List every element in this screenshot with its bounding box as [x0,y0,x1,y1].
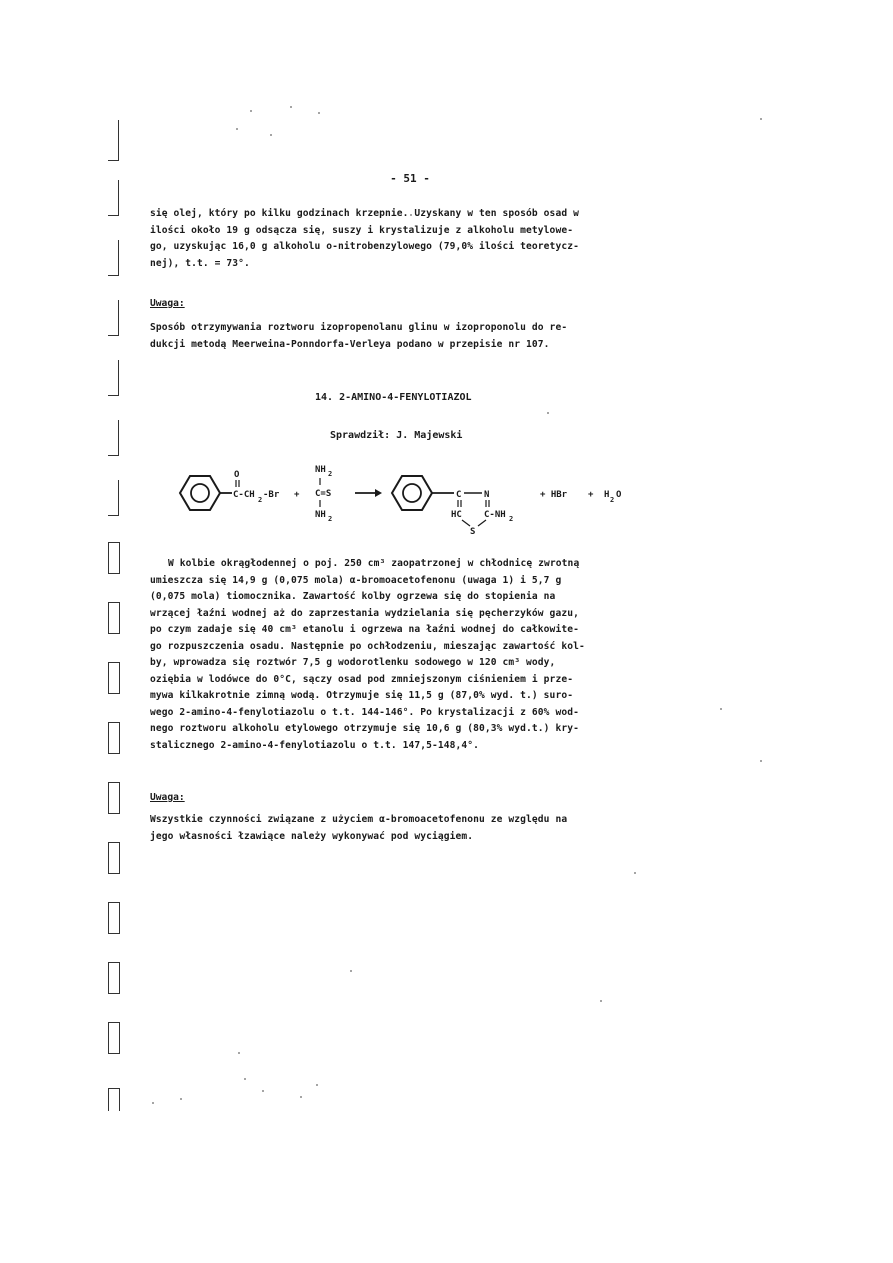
plus-sign: + [588,490,594,500]
binding-bracket [108,842,120,874]
ketone-chain: C-CH [233,490,255,500]
procedure-paragraph [150,556,675,754]
ring-carbon: C [456,490,462,500]
water-h: H [604,490,610,500]
oxygen-label: O [234,470,240,480]
text-line: W kolbie okrągłodennej o poj. 250 cm³ zaopatrzonej w chłodnicę zwrotną [168,558,580,569]
intro-paragraph [150,206,675,272]
note-title: Uwaga: [150,792,185,803]
water-o: O [616,490,622,500]
ring-ch: HC [451,510,462,520]
text-line: jego własności łzawiące należy wykonywać pod wyciągiem. [150,830,474,842]
text-line: Sposób otrzymywania roztworu izopropenolanu glinu w izoproponolu do re- [150,322,568,333]
note-title: Uwaga: [150,298,185,309]
text-line: mywa kilkakrotnie zimną wodą. Otrzymuje się 11,5 g (87,0% wyd. t.) suro- [150,690,574,701]
binding-bracket [108,240,119,276]
text-line: umieszcza się 14,9 g (0,075 mola) α-bromoacetofenonu (uwaga 1) i 5,7 g [150,574,562,586]
binding-bracket [108,360,119,396]
binding-bracket [108,962,120,994]
note-paragraph [150,812,675,845]
binding-bracket [108,120,119,161]
binding-bracket [108,1022,120,1054]
binding-bracket [108,662,120,694]
text-line: dukcji metodą Meerweina-Ponndorfa-Verleya podano w przepisie nr 107. [150,338,550,350]
ring-sulfur: S [470,527,476,537]
plus-sign: + [294,490,300,500]
section-title: 14. 2-AMINO-4-FENYLOTIAZOL [315,392,472,403]
thiocarbonyl-label: C=S [315,489,332,499]
text-line: (0,075 mola) tiomocznika. Zawartość kolby ogrzewa się do stopienia na [150,591,556,602]
text-line: po czym zadaje się 40 cm³ etanolu i ogrzewa na łaźni wodnej do całkowite- [150,624,579,635]
binding-margin [100,100,130,1140]
hbr-byproduct: + HBr [540,490,568,500]
amine-label: NH [315,510,326,520]
binding-bracket [108,722,120,754]
text-line: nego roztworu alkoholu etylowego otrzymuje się 10,6 g (80,3% wyd.t.) kry- [150,723,579,734]
text-line: Wszystkie czynności związane z użyciem α-bromoacetofenonu ze względu na [150,814,568,825]
page-number: - 51 - [390,172,430,185]
reaction-arrow-icon [375,489,382,497]
text-line: go rozpuszczenia osadu. Następnie po ochłodzeniu, mieszając zawartość kol- [150,640,585,652]
text-line: wego 2-amino-4-fenylotiazolu o t.t. 144-146°. Po krystalizacji z 60% wod- [150,706,579,718]
binding-bracket [108,300,119,336]
binding-bracket [108,480,119,516]
text-line: by, wprowadza się roztwór 7,5 g wodorotlenku sodowego w 120 cm³ wody, [150,657,556,668]
binding-bracket [108,180,119,216]
note-paragraph [150,320,675,353]
bromo-label: -Br [263,490,280,500]
text-line: wrzącej łaźni wodnej aż do zaprzestania wydzielania się pęcherzyków gazu, [150,607,579,619]
binding-bracket [108,902,120,934]
text-line: się olej, który po kilku godzinach krzepnie. Uzyskany w ten sposób osad w [150,208,579,219]
text-line: nej), t.t. = 73°. [150,257,250,269]
subscript: 2 [328,515,333,523]
binding-bracket [108,602,120,634]
text-line: oziębia w lodówce do 0°C, sączy osad pod zmniejszonym ciśnieniem i prze- [150,673,574,685]
text-line: stalicznego 2-amino-4-fenylotiazolu o t.t. 147,5-148,4°. [150,739,480,751]
reaction-scheme [170,455,650,540]
binding-bracket [108,542,120,574]
binding-bracket [108,782,120,814]
benzene-ring-icon [180,476,220,510]
checked-by: Sprawdził: J. Majewski [330,430,463,441]
ring-c-amino: C-NH [484,510,506,520]
ring-nitrogen: N [484,490,490,500]
subscript: 2 [258,496,263,504]
amine-label: NH [315,465,326,475]
text-line: ilości około 19 g odsącza się, suszy i krystalizuje z alkoholu metylowe- [150,224,574,236]
subscript: 2 [610,496,615,504]
subscript: 2 [509,515,514,523]
text-line: go, uzyskując 16,0 g alkoholu o-nitrobenzylowego (79,0% ilości teoretycz- [150,241,579,252]
subscript: 2 [328,470,333,478]
binding-bracket [108,420,119,456]
binding-bracket [108,1088,120,1111]
benzene-ring-icon [392,476,432,510]
